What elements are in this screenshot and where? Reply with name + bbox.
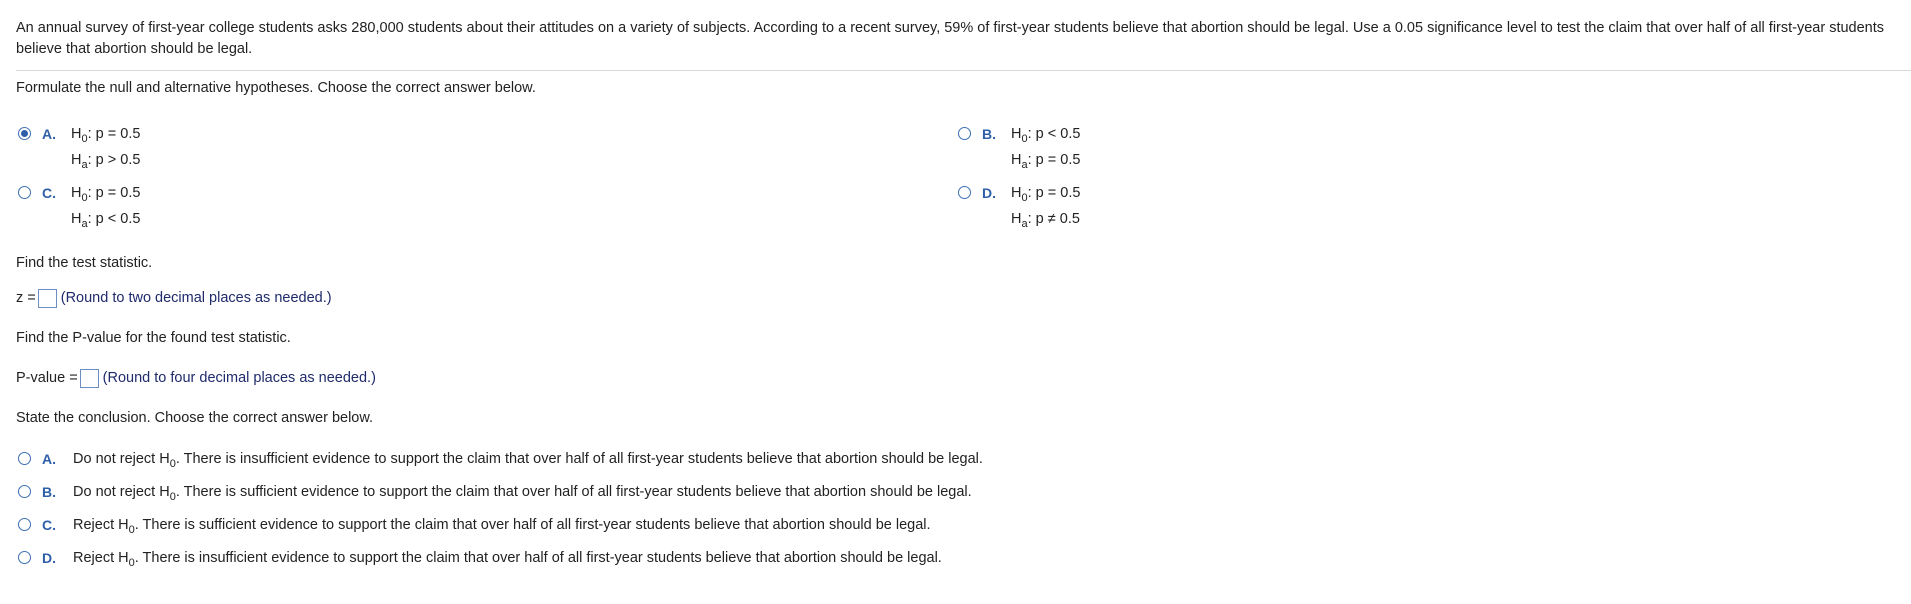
alternative-hypothesis: $H_a$: p ≠ 0.5 [1011, 211, 1080, 230]
radio-button[interactable] [958, 186, 971, 199]
null-hypothesis: $H_0$: p = 0.5 [71, 126, 141, 145]
alternative-hypothesis: $H_a$: p > 0.5 [71, 152, 141, 171]
null-hypothesis: $H_0$: p = 0.5 [1011, 185, 1081, 204]
hypotheses-prompt: Formulate the null and alternative hypotheses. Choose the correct answer below. [16, 80, 536, 96]
radio-button[interactable] [18, 452, 31, 465]
test-statistic-label: z = [16, 290, 36, 306]
option-letter: C. [42, 185, 56, 201]
test-statistic-input[interactable] [38, 289, 57, 308]
p-value-label: P-value = [16, 370, 78, 386]
radio-button[interactable] [18, 518, 31, 531]
conclusion-text: Do not reject $H_0$. There is insufficient evidence to support the claim that over half of all first-year students believe that abortion should be legal. [73, 451, 983, 470]
problem-statement: An annual survey of first-year college students asks 280,000 students about their attitudes on a variety of subjects. According to a recent survey, 59% of first-year students believe that abortion should be legal. Use a 0.05 significance level to test the claim that over half of all first-year students believe that abortion should be legal. [16, 20, 1885, 57]
divider [16, 70, 1911, 71]
test-statistic-prompt: Find the test statistic. [16, 255, 153, 271]
null-hypothesis: $H_0$: p = 0.5 [71, 185, 141, 204]
hypothesis-option-b[interactable] [958, 124, 1258, 170]
test-statistic-row [16, 288, 332, 308]
conclusion-text: Reject $H_0$. There is insufficient evidence to support the claim that over half of all first-year students believe that abortion should be legal. [73, 550, 942, 569]
option-letter: D. [982, 185, 996, 201]
rounding-hint: (Round to two decimal places as needed.) [60, 290, 332, 306]
option-letter: C. [42, 517, 56, 533]
radio-button-selected[interactable] [18, 127, 31, 140]
p-value-input[interactable] [80, 369, 99, 388]
hypothesis-option-d[interactable] [958, 183, 1258, 229]
hypothesis-option-c[interactable] [18, 183, 318, 229]
option-letter: B. [982, 126, 996, 142]
p-value-prompt: Find the P-value for the found test statistic. [16, 330, 291, 346]
conclusion-prompt: State the conclusion. Choose the correct answer below. [16, 410, 374, 426]
option-letter: D. [42, 550, 56, 566]
radio-button[interactable] [18, 186, 31, 199]
radio-button[interactable] [18, 485, 31, 498]
option-letter: A. [42, 451, 56, 467]
option-letter: A. [42, 126, 56, 142]
rounding-hint: (Round to four decimal places as needed.) [102, 370, 376, 386]
p-value-row [16, 368, 376, 388]
alternative-hypothesis: $H_a$: p = 0.5 [1011, 152, 1081, 171]
conclusion-text: Do not reject $H_0$. There is sufficient evidence to support the claim that over half of all first-year students believe that abortion should be legal. [73, 484, 972, 503]
conclusion-text: Reject $H_0$. There is sufficient evidence to support the claim that over half of all first-year students believe that abortion should be legal. [73, 517, 931, 536]
hypothesis-option-a[interactable] [18, 124, 318, 170]
radio-button[interactable] [958, 127, 971, 140]
radio-button[interactable] [18, 551, 31, 564]
alternative-hypothesis: $H_a$: p < 0.5 [71, 211, 141, 230]
option-letter: B. [42, 484, 56, 500]
null-hypothesis: $H_0$: p < 0.5 [1011, 126, 1081, 145]
